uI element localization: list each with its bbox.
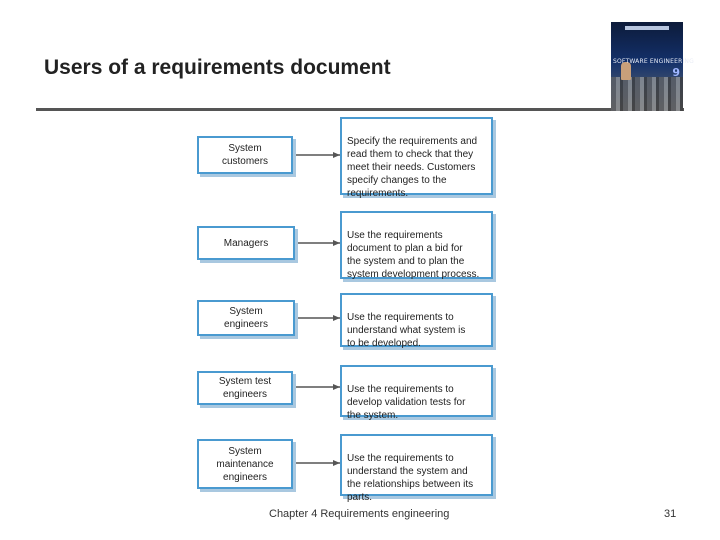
user-box-system-test-engineers <box>197 371 293 405</box>
user-box-system-maintenance-engineers <box>197 439 293 489</box>
user-label: System engineers <box>224 306 268 330</box>
user-label: System maintenance engineers <box>216 445 274 483</box>
footer-text: Chapter 4 Requirements engineering <box>269 508 450 520</box>
description-box-system-customers <box>340 117 493 199</box>
description-box-system-maintenance-engineers <box>340 434 493 503</box>
description-box-system-engineers <box>340 293 493 347</box>
user-box-system-engineers <box>197 300 295 336</box>
description-text: Use the requirements to understand the system and the relationships between its parts. <box>347 453 474 503</box>
description-box-system-test-engineers <box>340 365 493 421</box>
description-text: Specify the requirements and read them to check that they meet their needs. Customers specify changes to the requirements. <box>347 136 478 199</box>
user-label: System customers <box>221 143 269 167</box>
description-text: Use the requirements document to plan a bid for the system and to plan the system development process. <box>347 230 480 280</box>
user-label: Managers <box>223 237 269 249</box>
description-text: Use the requirements to develop validation tests for the system. <box>347 384 466 421</box>
page-number: 31 <box>664 508 677 520</box>
description-box-managers <box>340 211 493 279</box>
description-text: Use the requirements to understand what system is to be developed. <box>347 312 466 349</box>
user-box-system-customers <box>197 136 293 174</box>
user-box-managers <box>197 226 295 260</box>
user-label: System test engineers <box>218 376 272 400</box>
cover-edition-number: 9 <box>672 66 680 79</box>
cover-title-text: SOFTWARE ENGINEERING <box>613 58 694 65</box>
slide-title: Users of a requirements document <box>44 56 391 79</box>
